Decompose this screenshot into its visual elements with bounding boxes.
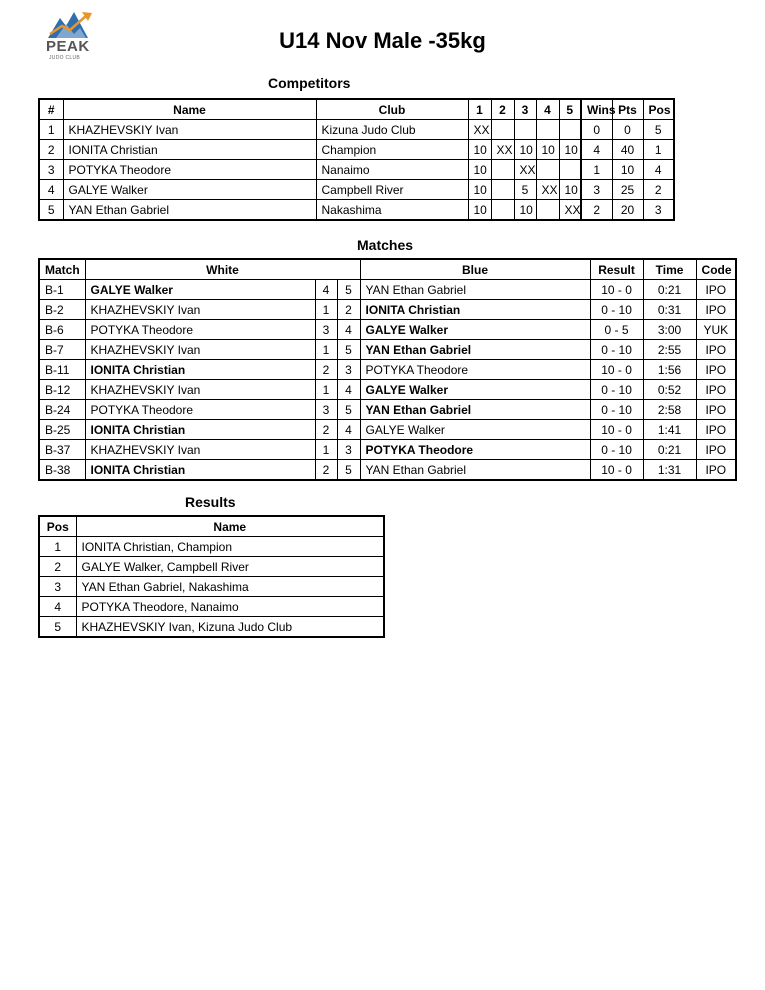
competitor-wins: 0 [581, 120, 612, 140]
competitor-score-m5: 10 [559, 140, 581, 160]
white-number: 1 [315, 300, 337, 320]
match-time: 3:00 [643, 320, 696, 340]
result-name: GALYE Walker, Campbell River [76, 557, 384, 577]
match-id: B-25 [39, 420, 85, 440]
result-pos: 2 [39, 557, 76, 577]
competitor-wins: 3 [581, 180, 612, 200]
competitor-row [39, 160, 674, 180]
competitor-row [39, 200, 674, 221]
matches-table [38, 258, 737, 481]
competitor-name: POTYKA Theodore [63, 160, 316, 180]
result-pos: 5 [39, 617, 76, 638]
result-name: KHAZHEVSKIY Ivan, Kizuna Judo Club [76, 617, 384, 638]
match-row [39, 360, 736, 380]
col-name: Name [76, 516, 384, 537]
matches-header-row [39, 259, 736, 280]
match-time: 0:52 [643, 380, 696, 400]
match-result: 0 - 10 [590, 440, 643, 460]
match-time: 0:21 [643, 440, 696, 460]
competitor-num: 3 [39, 160, 63, 180]
match-code: IPO [696, 340, 736, 360]
white-competitor: KHAZHEVSKIY Ivan [85, 440, 315, 460]
logo-subtitle: JUDO CLUB [49, 55, 81, 61]
competitor-pts: 25 [612, 180, 643, 200]
competitor-score-m3: 10 [514, 140, 536, 160]
match-row [39, 280, 736, 300]
competitor-score-m1: 10 [468, 200, 491, 221]
competitor-name: YAN Ethan Gabriel [63, 200, 316, 221]
competitor-score-m2 [491, 160, 514, 180]
col-blue: Blue [360, 259, 590, 280]
blue-number: 5 [337, 280, 360, 300]
competitor-score-m1: 10 [468, 140, 491, 160]
competitor-club: Kizuna Judo Club [316, 120, 468, 140]
white-competitor: KHAZHEVSKIY Ivan [85, 300, 315, 320]
competitor-score-m1: 10 [468, 160, 491, 180]
match-time: 1:56 [643, 360, 696, 380]
competitor-pts: 20 [612, 200, 643, 221]
white-competitor: IONITA Christian [85, 360, 315, 380]
white-number: 2 [315, 360, 337, 380]
match-code: IPO [696, 460, 736, 481]
match-code: IPO [696, 300, 736, 320]
competitors-table [38, 98, 675, 221]
competitor-score-m5 [559, 160, 581, 180]
logo-text: PEAK [46, 38, 90, 55]
match-code: IPO [696, 400, 736, 420]
competitor-club: Nanaimo [316, 160, 468, 180]
blue-competitor: YAN Ethan Gabriel [360, 340, 590, 360]
col-club: Club [316, 99, 468, 120]
white-number: 2 [315, 420, 337, 440]
competitor-pos: 2 [643, 180, 674, 200]
blue-competitor: GALYE Walker [360, 420, 590, 440]
match-code: YUK [696, 320, 736, 340]
competitor-score-m5: 10 [559, 180, 581, 200]
match-time: 0:31 [643, 300, 696, 320]
blue-number: 5 [337, 460, 360, 481]
competitor-name: IONITA Christian [63, 140, 316, 160]
blue-competitor: IONITA Christian [360, 300, 590, 320]
col-name: Name [63, 99, 316, 120]
white-number: 2 [315, 460, 337, 481]
white-competitor: POTYKA Theodore [85, 400, 315, 420]
match-result: 0 - 10 [590, 340, 643, 360]
competitor-pos: 5 [643, 120, 674, 140]
results-header-row [39, 516, 384, 537]
page-title: U14 Nov Male -35kg [279, 28, 486, 53]
competitor-score-m3 [514, 120, 536, 140]
blue-number: 5 [337, 400, 360, 420]
competitor-row [39, 180, 674, 200]
blue-number: 3 [337, 440, 360, 460]
col-m2: 2 [491, 99, 514, 120]
result-name: POTYKA Theodore, Nanaimo [76, 597, 384, 617]
match-code: IPO [696, 280, 736, 300]
competitor-pts: 0 [612, 120, 643, 140]
result-pos: 1 [39, 537, 76, 557]
match-result: 0 - 10 [590, 380, 643, 400]
blue-competitor: GALYE Walker [360, 380, 590, 400]
white-competitor: KHAZHEVSKIY Ivan [85, 340, 315, 360]
match-result: 10 - 0 [590, 360, 643, 380]
competitors-header-row [39, 99, 674, 120]
blue-number: 3 [337, 360, 360, 380]
competitor-club: Nakashima [316, 200, 468, 221]
white-competitor: KHAZHEVSKIY Ivan [85, 380, 315, 400]
blue-competitor: YAN Ethan Gabriel [360, 280, 590, 300]
col-time: Time [643, 259, 696, 280]
match-id: B-11 [39, 360, 85, 380]
match-code: IPO [696, 440, 736, 460]
col-m3: 3 [514, 99, 536, 120]
competitor-score-m3: XX [514, 160, 536, 180]
competitor-score-m5 [559, 120, 581, 140]
competitor-score-m4 [536, 200, 559, 221]
match-result: 10 - 0 [590, 420, 643, 440]
competitor-pos: 3 [643, 200, 674, 221]
match-row [39, 300, 736, 320]
results-heading: Results [185, 494, 236, 510]
match-id: B-12 [39, 380, 85, 400]
match-result: 0 - 10 [590, 400, 643, 420]
competitor-num: 5 [39, 200, 63, 221]
competitor-name: GALYE Walker [63, 180, 316, 200]
competitor-score-m5: XX [559, 200, 581, 221]
match-row [39, 400, 736, 420]
white-number: 3 [315, 400, 337, 420]
match-row [39, 380, 736, 400]
result-row [39, 577, 384, 597]
blue-number: 4 [337, 380, 360, 400]
result-row [39, 557, 384, 577]
match-result: 0 - 5 [590, 320, 643, 340]
competitor-wins: 1 [581, 160, 612, 180]
white-competitor: GALYE Walker [85, 280, 315, 300]
match-row [39, 320, 736, 340]
col-code: Code [696, 259, 736, 280]
competitor-score-m1: XX [468, 120, 491, 140]
col-match: Match [39, 259, 85, 280]
competitor-club: Champion [316, 140, 468, 160]
white-number: 1 [315, 340, 337, 360]
competitor-score-m4 [536, 120, 559, 140]
result-row [39, 617, 384, 638]
col-m4: 4 [536, 99, 559, 120]
match-row [39, 440, 736, 460]
col-num: # [39, 99, 63, 120]
competitors-heading: Competitors [268, 75, 351, 91]
match-code: IPO [696, 380, 736, 400]
blue-number: 2 [337, 300, 360, 320]
white-number: 1 [315, 380, 337, 400]
col-result: Result [590, 259, 643, 280]
competitor-name: KHAZHEVSKIY Ivan [63, 120, 316, 140]
col-white: White [85, 259, 360, 280]
matches-heading: Matches [357, 237, 414, 253]
result-row [39, 537, 384, 557]
match-result: 10 - 0 [590, 280, 643, 300]
result-name: YAN Ethan Gabriel, Nakashima [76, 577, 384, 597]
competitor-score-m1: 10 [468, 180, 491, 200]
competitor-wins: 2 [581, 200, 612, 221]
match-id: B-38 [39, 460, 85, 481]
match-id: B-7 [39, 340, 85, 360]
white-number: 3 [315, 320, 337, 340]
competitor-club: Campbell River [316, 180, 468, 200]
match-result: 10 - 0 [590, 460, 643, 481]
result-pos: 4 [39, 597, 76, 617]
col-pos: Pos [643, 99, 674, 120]
match-code: IPO [696, 360, 736, 380]
competitor-row [39, 120, 674, 140]
blue-competitor: POTYKA Theodore [360, 360, 590, 380]
match-code: IPO [696, 420, 736, 440]
competitor-score-m4 [536, 160, 559, 180]
result-row [39, 597, 384, 617]
col-m1: 1 [468, 99, 491, 120]
blue-competitor: POTYKA Theodore [360, 440, 590, 460]
match-time: 2:55 [643, 340, 696, 360]
blue-competitor: GALYE Walker [360, 320, 590, 340]
competitor-score-m4: 10 [536, 140, 559, 160]
competitor-score-m2: XX [491, 140, 514, 160]
match-id: B-2 [39, 300, 85, 320]
competitor-score-m2 [491, 180, 514, 200]
blue-competitor: YAN Ethan Gabriel [360, 460, 590, 481]
competitor-score-m2 [491, 120, 514, 140]
match-time: 2:58 [643, 400, 696, 420]
competitor-score-m4: XX [536, 180, 559, 200]
result-pos: 3 [39, 577, 76, 597]
competitor-wins: 4 [581, 140, 612, 160]
blue-competitor: YAN Ethan Gabriel [360, 400, 590, 420]
competitor-pos: 1 [643, 140, 674, 160]
match-time: 0:21 [643, 280, 696, 300]
competitor-score-m3: 5 [514, 180, 536, 200]
competitor-score-m3: 10 [514, 200, 536, 221]
competitor-num: 2 [39, 140, 63, 160]
col-m5: 5 [559, 99, 581, 120]
col-wins: Wins [581, 99, 612, 120]
match-id: B-6 [39, 320, 85, 340]
match-time: 1:31 [643, 460, 696, 481]
competitor-row [39, 140, 674, 160]
blue-number: 5 [337, 340, 360, 360]
match-row [39, 460, 736, 481]
blue-number: 4 [337, 420, 360, 440]
competitor-pts: 40 [612, 140, 643, 160]
match-id: B-24 [39, 400, 85, 420]
col-pos: Pos [39, 516, 76, 537]
competitor-pts: 10 [612, 160, 643, 180]
competitor-num: 4 [39, 180, 63, 200]
competitor-score-m2 [491, 200, 514, 221]
match-time: 1:41 [643, 420, 696, 440]
white-competitor: POTYKA Theodore [85, 320, 315, 340]
match-row [39, 420, 736, 440]
white-competitor: IONITA Christian [85, 460, 315, 481]
result-name: IONITA Christian, Champion [76, 537, 384, 557]
white-number: 4 [315, 280, 337, 300]
white-number: 1 [315, 440, 337, 460]
white-competitor: IONITA Christian [85, 420, 315, 440]
match-id: B-37 [39, 440, 85, 460]
match-id: B-1 [39, 280, 85, 300]
col-pts: Pts [612, 99, 643, 120]
competitor-pos: 4 [643, 160, 674, 180]
match-row [39, 340, 736, 360]
match-result: 0 - 10 [590, 300, 643, 320]
results-table [38, 515, 385, 638]
blue-number: 4 [337, 320, 360, 340]
competitor-num: 1 [39, 120, 63, 140]
